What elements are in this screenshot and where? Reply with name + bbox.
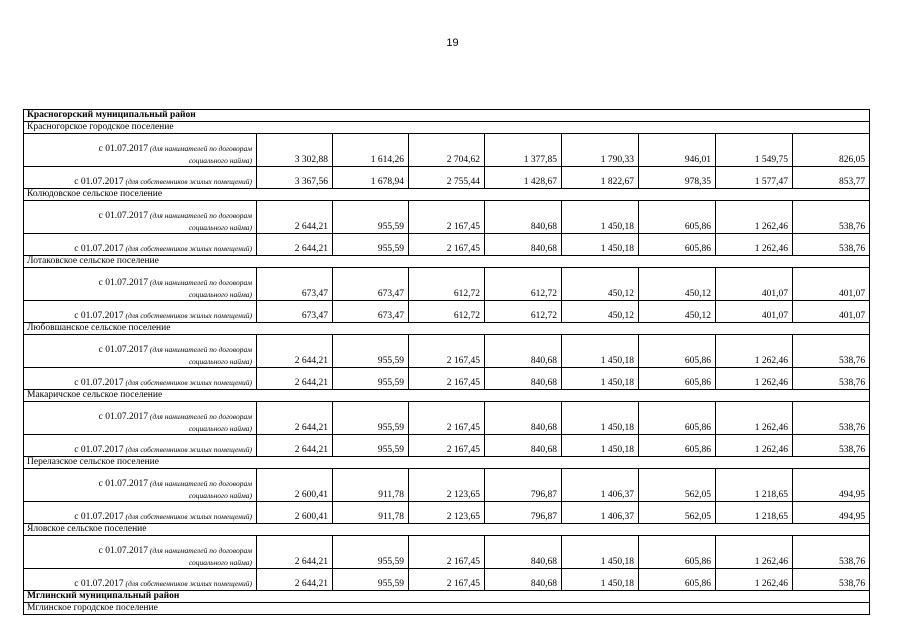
tariff-row-owner bbox=[24, 167, 870, 189]
tenant-note-1: (для нанимателей по договорам bbox=[147, 345, 252, 354]
tariff-row-owner bbox=[24, 569, 870, 591]
tariff-value: 494,95 bbox=[793, 469, 870, 502]
settlement-name: Перелазское сельское поселение bbox=[24, 457, 870, 469]
owner-label bbox=[24, 569, 257, 591]
tariff-value: 955,59 bbox=[333, 402, 409, 435]
tariff-value: 2 600,41 bbox=[257, 469, 333, 502]
tenant-label-line1 bbox=[27, 143, 252, 155]
tariff-value: 2 167,45 bbox=[409, 402, 485, 435]
settlement-row bbox=[24, 122, 870, 134]
tenant-note-1: (для нанимателей по договорам bbox=[147, 278, 252, 287]
owner-note: (для собственников жилых помещений) bbox=[123, 512, 252, 521]
tenant-note-1: (для нанимателей по договорам bbox=[147, 546, 252, 555]
tariff-value: 1 614,26 bbox=[333, 134, 409, 167]
tenant-label bbox=[24, 402, 257, 435]
tariff-value: 673,47 bbox=[333, 268, 409, 301]
tariff-value: 1 822,67 bbox=[562, 167, 639, 189]
tariff-value: 1 262,46 bbox=[716, 435, 793, 457]
date-prefix: с 01.07.2017 bbox=[98, 345, 148, 355]
tariff-row-owner bbox=[24, 368, 870, 390]
district-row bbox=[24, 110, 870, 122]
tariff-value: 911,78 bbox=[333, 469, 409, 502]
tariff-value: 1 678,94 bbox=[333, 167, 409, 189]
tariff-value: 1 450,18 bbox=[562, 234, 639, 256]
date-prefix: с 01.07.2017 bbox=[74, 579, 124, 589]
tariff-value: 605,86 bbox=[639, 201, 716, 234]
tariff-value: 840,68 bbox=[485, 234, 562, 256]
district-name: Мглинский муниципальный район bbox=[24, 591, 870, 603]
date-prefix: с 01.07.2017 bbox=[98, 211, 148, 221]
tariff-value: 450,12 bbox=[639, 301, 716, 323]
tariff-value: 673,47 bbox=[257, 301, 333, 323]
tenant-note-2: социального найма) bbox=[188, 290, 252, 299]
tariff-row-owner bbox=[24, 502, 870, 524]
tariff-value: 1 450,18 bbox=[562, 335, 639, 368]
tariff-value: 450,12 bbox=[562, 301, 639, 323]
tariff-value: 1 262,46 bbox=[716, 234, 793, 256]
tariff-value: 1 262,46 bbox=[716, 368, 793, 390]
tariff-value: 796,87 bbox=[485, 469, 562, 502]
tariff-value: 1 406,37 bbox=[562, 469, 639, 502]
owner-note: (для собственников жилых помещений) bbox=[123, 445, 252, 454]
tariff-value: 1 218,65 bbox=[716, 502, 793, 524]
owner-label bbox=[24, 368, 257, 390]
settlement-row bbox=[24, 524, 870, 536]
settlement-row bbox=[24, 256, 870, 268]
tariff-value: 2 704,62 bbox=[409, 134, 485, 167]
tenant-note-2: социального найма) bbox=[188, 491, 252, 500]
date-prefix: с 01.07.2017 bbox=[98, 412, 148, 422]
tariff-value: 538,76 bbox=[793, 569, 870, 591]
owner-note: (для собственников жилых помещений) bbox=[123, 177, 252, 186]
tariff-value: 1 262,46 bbox=[716, 335, 793, 368]
owner-note: (для собственников жилых помещений) bbox=[123, 579, 252, 588]
owner-label bbox=[24, 301, 257, 323]
owner-label bbox=[24, 234, 257, 256]
tariff-value: 2 123,65 bbox=[409, 469, 485, 502]
tariff-value: 978,35 bbox=[639, 167, 716, 189]
tariff-value: 605,86 bbox=[639, 402, 716, 435]
tariff-value: 1 450,18 bbox=[562, 402, 639, 435]
date-prefix: с 01.07.2017 bbox=[98, 546, 148, 556]
tariff-value: 840,68 bbox=[485, 368, 562, 390]
date-prefix: с 01.07.2017 bbox=[74, 378, 124, 388]
tenant-note-2: социального найма) bbox=[188, 156, 252, 165]
tenant-label-line1 bbox=[27, 277, 252, 289]
tariff-value: 2 644,21 bbox=[257, 536, 333, 569]
tariff-value: 538,76 bbox=[793, 201, 870, 234]
tariff-value: 673,47 bbox=[333, 301, 409, 323]
settlement-name: Любовшанское сельское поселение bbox=[24, 323, 870, 335]
tariff-value: 401,07 bbox=[793, 268, 870, 301]
tenant-label bbox=[24, 201, 257, 234]
settlement-name: Яловское сельское поселение bbox=[24, 524, 870, 536]
date-prefix: с 01.07.2017 bbox=[98, 278, 148, 288]
tariff-row-tenant bbox=[24, 469, 870, 502]
tariff-value: 955,59 bbox=[333, 368, 409, 390]
tariff-value: 840,68 bbox=[485, 536, 562, 569]
tenant-note-2: социального найма) bbox=[188, 357, 252, 366]
tariff-value: 946,01 bbox=[639, 134, 716, 167]
tariff-value: 840,68 bbox=[485, 335, 562, 368]
tariff-value: 605,86 bbox=[639, 569, 716, 591]
settlement-row bbox=[24, 603, 870, 615]
tariff-value: 840,68 bbox=[485, 201, 562, 234]
tariff-value: 3 367,56 bbox=[257, 167, 333, 189]
tariff-value: 796,87 bbox=[485, 502, 562, 524]
tenant-note-2: социального найма) bbox=[188, 424, 252, 433]
tariff-row-tenant bbox=[24, 134, 870, 167]
tariff-value: 494,95 bbox=[793, 502, 870, 524]
tariff-value: 2 167,45 bbox=[409, 201, 485, 234]
tariff-value: 612,72 bbox=[485, 301, 562, 323]
tariff-value: 605,86 bbox=[639, 335, 716, 368]
settlement-name: Колюдовское сельское поселение bbox=[24, 189, 870, 201]
tariff-value: 605,86 bbox=[639, 368, 716, 390]
tenant-note-2: социального найма) bbox=[188, 223, 252, 232]
tariff-value: 1 577,47 bbox=[716, 167, 793, 189]
tariff-value: 2 167,45 bbox=[409, 536, 485, 569]
tariff-value: 2 644,21 bbox=[257, 335, 333, 368]
tariff-value: 3 302,88 bbox=[257, 134, 333, 167]
tariff-value: 1 450,18 bbox=[562, 536, 639, 569]
tenant-label bbox=[24, 469, 257, 502]
date-prefix: с 01.07.2017 bbox=[98, 144, 148, 154]
tenant-note-1: (для нанимателей по договорам bbox=[147, 479, 252, 488]
tariff-value: 1 377,85 bbox=[485, 134, 562, 167]
tenant-label bbox=[24, 268, 257, 301]
tariff-value: 1 262,46 bbox=[716, 536, 793, 569]
tariff-value: 1 262,46 bbox=[716, 402, 793, 435]
tariff-value: 2 644,21 bbox=[257, 201, 333, 234]
tenant-label-line1 bbox=[27, 545, 252, 557]
tariff-value: 401,07 bbox=[716, 268, 793, 301]
tariff-value: 853,77 bbox=[793, 167, 870, 189]
date-prefix: с 01.07.2017 bbox=[98, 479, 148, 489]
tariff-value: 2 600,41 bbox=[257, 502, 333, 524]
tariff-value: 1 549,75 bbox=[716, 134, 793, 167]
tariff-value: 1 262,46 bbox=[716, 201, 793, 234]
tariff-value: 673,47 bbox=[257, 268, 333, 301]
tariff-value: 2 167,45 bbox=[409, 569, 485, 591]
tariff-row-owner bbox=[24, 301, 870, 323]
tariff-value: 2 644,21 bbox=[257, 234, 333, 256]
tariff-value: 1 450,18 bbox=[562, 368, 639, 390]
tenant-label-line1 bbox=[27, 478, 252, 490]
tariff-value: 612,72 bbox=[409, 301, 485, 323]
tariff-value: 955,59 bbox=[333, 234, 409, 256]
tariff-value: 955,59 bbox=[333, 536, 409, 569]
tariff-value: 1 218,65 bbox=[716, 469, 793, 502]
owner-note: (для собственников жилых помещений) bbox=[123, 311, 252, 320]
date-prefix: с 01.07.2017 bbox=[74, 311, 124, 321]
tariff-value: 401,07 bbox=[793, 301, 870, 323]
tariff-row-tenant bbox=[24, 268, 870, 301]
owner-label bbox=[24, 167, 257, 189]
tariff-value: 1 450,18 bbox=[562, 435, 639, 457]
tariff-value: 562,05 bbox=[639, 469, 716, 502]
tenant-note-1: (для нанимателей по договорам bbox=[147, 412, 252, 421]
tariff-row-tenant bbox=[24, 335, 870, 368]
owner-note: (для собственников жилых помещений) bbox=[123, 378, 252, 387]
tenant-note-1: (для нанимателей по договорам bbox=[147, 211, 252, 220]
tariff-row-tenant bbox=[24, 201, 870, 234]
tariff-value: 826,05 bbox=[793, 134, 870, 167]
tariff-value: 2 167,45 bbox=[409, 435, 485, 457]
tariff-value: 605,86 bbox=[639, 234, 716, 256]
date-prefix: с 01.07.2017 bbox=[74, 445, 124, 455]
tariff-value: 2 167,45 bbox=[409, 368, 485, 390]
tariff-value: 612,72 bbox=[485, 268, 562, 301]
date-prefix: с 01.07.2017 bbox=[74, 177, 124, 187]
tariff-row-tenant bbox=[24, 402, 870, 435]
settlement-name: Макаричское сельское поселение bbox=[24, 390, 870, 402]
tenant-label-line1 bbox=[27, 411, 252, 423]
tariff-value: 1 450,18 bbox=[562, 201, 639, 234]
tariff-value: 955,59 bbox=[333, 569, 409, 591]
owner-label bbox=[24, 502, 257, 524]
settlement-row bbox=[24, 390, 870, 402]
tariff-value: 955,59 bbox=[333, 201, 409, 234]
tenant-label bbox=[24, 134, 257, 167]
tenant-note-2: социального найма) bbox=[188, 558, 252, 567]
tariff-value: 538,76 bbox=[793, 536, 870, 569]
tariff-value: 1 450,18 bbox=[562, 569, 639, 591]
owner-label bbox=[24, 435, 257, 457]
tariff-row-owner bbox=[24, 435, 870, 457]
page-number: 19 bbox=[446, 37, 459, 49]
tenant-label-line1 bbox=[27, 210, 252, 222]
district-row bbox=[24, 591, 870, 603]
tariff-value: 538,76 bbox=[793, 335, 870, 368]
tenant-label bbox=[24, 335, 257, 368]
tariff-value: 605,86 bbox=[639, 435, 716, 457]
tariff-value: 1 428,67 bbox=[485, 167, 562, 189]
date-prefix: с 01.07.2017 bbox=[74, 244, 124, 254]
tariff-value: 612,72 bbox=[409, 268, 485, 301]
tariff-value: 538,76 bbox=[793, 368, 870, 390]
tariff-value: 955,59 bbox=[333, 435, 409, 457]
tariff-value: 538,76 bbox=[793, 234, 870, 256]
tariff-value: 538,76 bbox=[793, 435, 870, 457]
tariff-value: 450,12 bbox=[562, 268, 639, 301]
tariff-value: 605,86 bbox=[639, 536, 716, 569]
tariff-value: 562,05 bbox=[639, 502, 716, 524]
date-prefix: с 01.07.2017 bbox=[74, 512, 124, 522]
tariff-value: 955,59 bbox=[333, 335, 409, 368]
district-name: Красногорский муниципальный район bbox=[24, 110, 870, 122]
settlement-row bbox=[24, 457, 870, 469]
tariff-value: 538,76 bbox=[793, 402, 870, 435]
tenant-note-1: (для нанимателей по договорам bbox=[147, 144, 252, 153]
tariff-value: 840,68 bbox=[485, 569, 562, 591]
tariff-value: 911,78 bbox=[333, 502, 409, 524]
tariff-value: 840,68 bbox=[485, 435, 562, 457]
tariff-row-owner bbox=[24, 234, 870, 256]
settlement-name: Красногорское городское поселение bbox=[24, 122, 870, 134]
settlement-row bbox=[24, 189, 870, 201]
settlement-row bbox=[24, 323, 870, 335]
tariff-value: 1 406,37 bbox=[562, 502, 639, 524]
tariff-value: 450,12 bbox=[639, 268, 716, 301]
tariff-row-tenant bbox=[24, 536, 870, 569]
tariff-value: 2 644,21 bbox=[257, 435, 333, 457]
owner-note: (для собственников жилых помещений) bbox=[123, 244, 252, 253]
tariff-value: 1 790,33 bbox=[562, 134, 639, 167]
tenant-label-line1 bbox=[27, 344, 252, 356]
tariff-value: 2 167,45 bbox=[409, 335, 485, 368]
tariff-value: 2 167,45 bbox=[409, 234, 485, 256]
tariff-value: 2 755,44 bbox=[409, 167, 485, 189]
tariff-value: 2 644,21 bbox=[257, 402, 333, 435]
tariff-value: 1 262,46 bbox=[716, 569, 793, 591]
tariff-value: 401,07 bbox=[716, 301, 793, 323]
settlement-name: Мглинское городское поселение bbox=[24, 603, 870, 615]
tariff-value: 2 644,21 bbox=[257, 368, 333, 390]
tariff-table bbox=[23, 109, 870, 615]
tenant-label bbox=[24, 536, 257, 569]
settlement-name: Лотаковское сельское поселение bbox=[24, 256, 870, 268]
tariff-value: 840,68 bbox=[485, 402, 562, 435]
tariff-value: 2 644,21 bbox=[257, 569, 333, 591]
tariff-value: 2 123,65 bbox=[409, 502, 485, 524]
